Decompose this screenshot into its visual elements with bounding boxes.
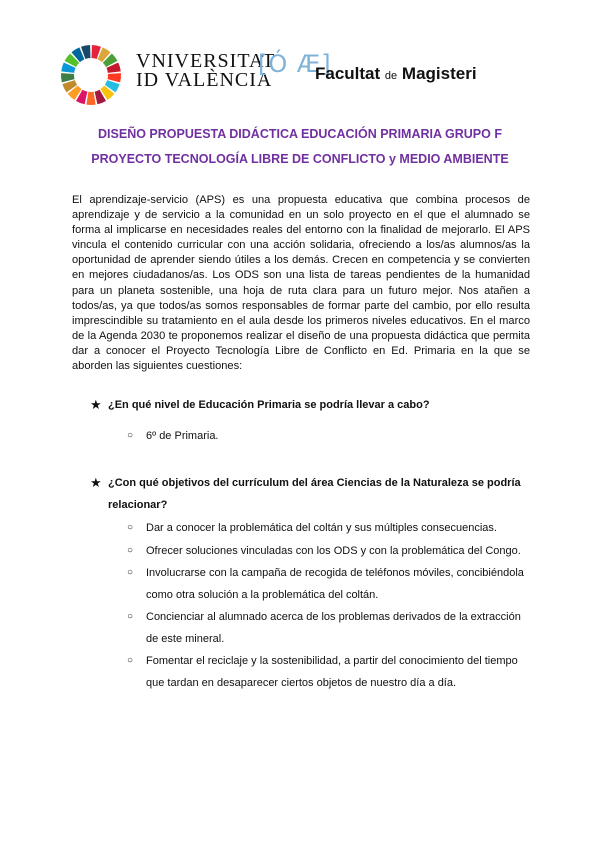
university-mark: [Ó Æ]: [258, 50, 332, 78]
question-2: [90, 472, 530, 516]
circle-bullet-icon: ○: [127, 545, 134, 556]
document-title: DISEÑO PROPUESTA DIDÁCTICA EDUCACIÓN PRIMARIA GRUPO F: [98, 127, 502, 141]
answer-text: Fomentar el reciclaje y la sostenibilidad, a partir del conocimiento del tiempo que tardan en desaparecer ciertos objetos de nuestro día a día.: [146, 655, 518, 689]
faculty-de: de: [384, 70, 398, 82]
intro-paragraph: El aprendizaje-servicio (APS) es una propuesta educativa que combina procesos de aprendizaje y de servicio a la comunidad en un solo proyecto en el que el alumnado se forma al implicarse en necesidades reales del entorno con la finalidad de mejorarlo. El APS vincula el contenido curricular con una acción solidaria, ofreciendo a los/as alumnos/as la oportunidad de aprender siendo útiles a los demás. Crecen en competencia y se convierten en mejores ciudadanos/as. Los ODS son una lista de tareas pendientes de la humanidad para un planeta sostenible, una hoja de ruta clara para un futuro mejor. Nos atañen a todos/as, ya que todos/as somos responsables de formar parte del cambio, por ello resulta imprescindible su tratamiento en el aula desde los primeros niveles educativos. En el marco de la Agenda 2030 te proponemos realizar el diseño de una propuesta didáctica que permita dar a conocer el Proyecto Tecnología Libre de Conflicto en Ed. Primaria en la que se aborden las siguientes cuestiones:: [72, 194, 530, 373]
answer-text: 6º de Primaria.: [146, 430, 219, 442]
answer-text: Ofrecer soluciones vinculadas con los ODS y con la problemática del Congo.: [146, 545, 521, 557]
page-header: [60, 40, 530, 104]
document-subtitle: PROYECTO TECNOLOGÍA LIBRE DE CONFLICTO y MEDIO AMBIENTE: [91, 152, 509, 166]
answer-text: Concienciar al alumnado acerca de los problemas derivados de la extracción de este mineral.: [146, 611, 521, 645]
university-name-line1: VNIVERSITAT: [136, 50, 276, 72]
question-text: ¿Con qué objetivos del currículum del área Ciencias de la Naturaleza se podría relacionar?: [108, 477, 521, 511]
answer-item: [127, 540, 530, 562]
answer-item: [127, 606, 530, 650]
circle-bullet-icon: ○: [127, 430, 134, 441]
answer-item: [127, 517, 530, 539]
answer-item: [127, 650, 530, 694]
question-text: ¿En qué nivel de Educación Primaria se podría llevar a cabo?: [108, 399, 430, 411]
answer-text: Dar a conocer la problemática del coltán y sus múltiples consecuencias.: [146, 522, 497, 534]
university-name-line2: ID VALÈNCIA: [136, 69, 273, 91]
answer-item: [127, 425, 530, 447]
sdg-wheel-segment: [86, 92, 95, 105]
answer-item: [127, 562, 530, 606]
faculty-word: Facultat: [315, 64, 381, 83]
question-1: [90, 394, 530, 416]
answer-text: Involucrarse con la campaña de recogida de teléfonos móviles, concibiéndola como otra solución a la problemática del coltán.: [146, 567, 524, 601]
circle-bullet-icon: ○: [127, 522, 134, 533]
faculty-name: [315, 64, 477, 84]
circle-bullet-icon: ○: [127, 655, 134, 666]
sdg-wheel-logo: [60, 44, 122, 106]
star-bullet-icon: ★: [90, 397, 102, 412]
star-bullet-icon: ★: [90, 475, 102, 490]
circle-bullet-icon: ○: [127, 567, 134, 578]
faculty-magisteri: Magisteri: [401, 64, 477, 83]
circle-bullet-icon: ○: [127, 611, 134, 622]
university-logo-text: [136, 52, 275, 90]
